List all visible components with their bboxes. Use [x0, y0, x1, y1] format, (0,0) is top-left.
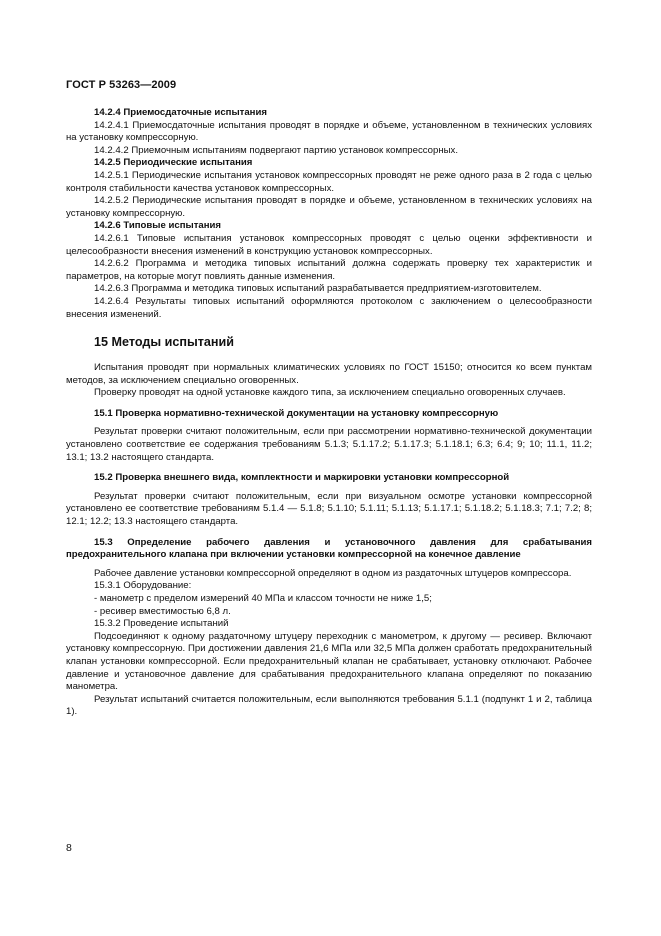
- paragraph: Испытания проводят при нормальных климатических условиях по ГОСТ 15150; относится ко всем пунктам методов, за исключением специально оговоренных.: [66, 362, 592, 386]
- paragraph: Результат проверки считают положительным, если при рассмотрении нормативно-технической документации установлено соответствие ее содержания требованиям 5.1.3; 5.1.17.2; 5.1.17.3; 5.1.18.1; 6.3; 6.4; 9; 10; 11.1, 11.2; 13.1; 13.2 настоящего стандарта.: [66, 426, 592, 463]
- heading-14-2-6: 14.2.6 Типовые испытания: [94, 220, 222, 232]
- heading-15-2: 15.2 Проверка внешнего вида, комплектности и маркировки установки компрессорной: [94, 472, 510, 484]
- paragraph: 15.3.2 Проведение испытаний: [94, 618, 229, 630]
- list-item: - манометр с пределом измерений 40 МПа и классом точности не ниже 1,5;: [94, 593, 432, 604]
- paragraph: Результат проверки считают положительным, если при визуальном осмотре установки компрессорной установлено ее соответствие требованиям 5.1.4 — 5.1.8; 5.1.10; 5.1.11; 5.1.13; 5.1.17.1; 5.1.18.2; 5.1.18.3; 7.1; 7.2; 8; 12.1; 12.2; 13.3 настоящего стандарта.: [66, 490, 592, 528]
- paragraph: 14.2.5.2 Периодические испытания проводят в порядке и объеме, установленном в технических условиях на установку компрессорную.: [66, 195, 592, 219]
- paragraph: 15.3.1 Оборудование:: [94, 580, 192, 592]
- paragraph: Подсоединяют к одному раздаточному штуцеру переходник с манометром, к другому — ресивер. Включают установку компрессорную. При достижении давления 21,6 МПа или 32,5 МПа должен сработать предохранительный клапан установки компрессорной. Если предохранительный клапан не срабатывает, установку отключают. Рабочее давление и установочное давление для срабатывания предохранительного клапана определяют по показанию манометра.: [66, 630, 592, 693]
- paragraph: Проверку проводят на одной установке каждого типа, за исключением специально оговоренных случаев.: [94, 387, 566, 399]
- paragraph: Результат испытаний считается положительным, если выполняются требования 5.1.1 (подпункт 1 и 2, таблица 1).: [66, 693, 592, 718]
- paragraph: 14.2.4.1 Приемосдаточные испытания проводят в порядке и объеме, установленном в технических условиях на установку компрессорную.: [66, 119, 592, 144]
- paragraph: 14.2.6.4 Результаты типовых испытаний оформляются протоколом с заключением о целесообразности внесения изменений.: [66, 295, 592, 320]
- paragraph: 14.2.5.1 Периодические испытания установок компрессорных проводят не реже одного раза в 2 года с целью контроля стабильности качества установок компрессорных.: [66, 169, 592, 194]
- paragraph: Рабочее давление установки компрессорной определяют в одном из раздаточных штуцеров компрессора.: [94, 567, 572, 579]
- heading-14-2-5: 14.2.5 Периодические испытания: [94, 157, 253, 169]
- paragraph: 14.2.6.2 Программа и методика типовых испытаний должна содержать проверку тех характеристик и параметров, на которые могут повлиять данные изменения.: [66, 258, 592, 282]
- heading-14-2-4: 14.2.4 Приемосдаточные испытания: [94, 107, 267, 118]
- list-item: - ресивер вместимостью 6,8 л.: [94, 605, 231, 617]
- document-body: [66, 107, 592, 719]
- heading-15-3: 15.3 Определение рабочего давления и установочного давления для срабатывания предохранительного клапана при включении установки компрессорной на конечное давление: [66, 536, 592, 561]
- paragraph: 14.2.6.1 Типовые испытания установок компрессорных проводят с целью оценки эффективности и целесообразности внесения изменений в конструкцию установок компрессорных.: [66, 232, 592, 257]
- page-number: 8: [66, 842, 72, 854]
- section-title-15: 15 Методы испытаний: [94, 335, 234, 350]
- document-code: ГОСТ Р 53263—2009: [66, 79, 177, 91]
- paragraph: 14.2.6.3 Программа и методика типовых испытаний разрабатывается предприятием-изготовителем.: [94, 283, 542, 295]
- paragraph: 14.2.4.2 Приемочным испытаниям подвергают партию установок компрессорных.: [94, 144, 458, 156]
- heading-15-1: 15.1 Проверка нормативно-технической документации на установку компрессорную: [94, 407, 499, 419]
